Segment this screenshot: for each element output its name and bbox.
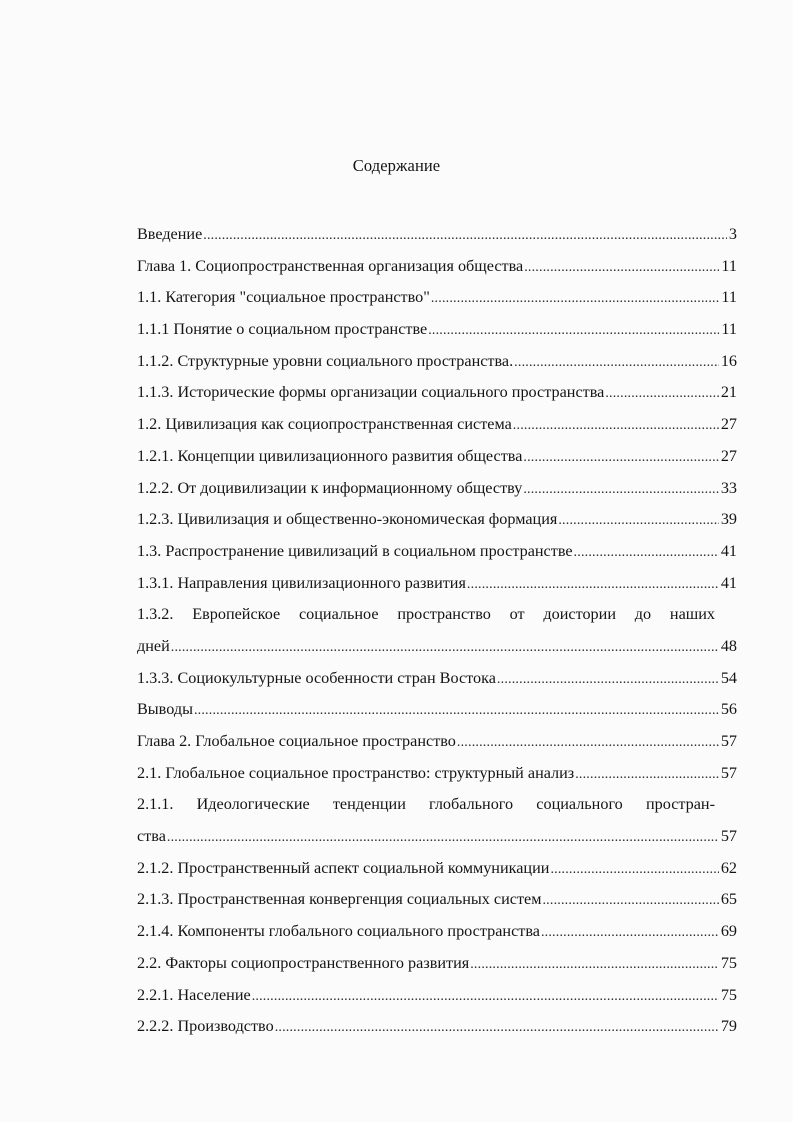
toc-entry xyxy=(137,663,737,695)
toc-entry-label: дней xyxy=(137,636,170,655)
toc-entry-page: 41 xyxy=(720,573,737,592)
toc-entry xyxy=(137,916,737,948)
dot-leader xyxy=(252,981,719,1013)
dot-leader xyxy=(171,632,719,664)
dot-leader xyxy=(541,917,719,949)
toc-entry-label: 1.2.2. От доцивилизации к информационному обществу xyxy=(137,478,523,497)
toc-entry-label: 2.2.1. Население xyxy=(137,985,251,1004)
toc-entry xyxy=(137,980,737,1012)
toc-entry-wrapped-line xyxy=(137,599,737,631)
toc-entry-page: 69 xyxy=(720,922,737,941)
dot-leader xyxy=(558,505,718,537)
toc-entry-page: 57 xyxy=(720,763,737,782)
toc-entry-page: 41 xyxy=(720,541,737,560)
toc-entry-label: 1.1.3. Исторические формы организации социального пространства xyxy=(137,383,605,402)
toc-entry-page: 62 xyxy=(720,858,737,877)
toc-entry-label: 1.3.2. Европейское социальное пространство от доистории до наших xyxy=(137,605,715,624)
toc-entry-label: Введение xyxy=(137,225,203,243)
toc-entry-label: 1.1.1 Понятие о социальном пространстве xyxy=(137,320,428,339)
dot-leader xyxy=(470,949,719,981)
toc-entry xyxy=(137,631,737,663)
toc-entry xyxy=(137,251,737,283)
toc-entry-page: 39 xyxy=(720,510,737,529)
toc-entry-label: 1.3. Распространение цивилизаций в социальном пространстве xyxy=(137,541,573,560)
toc-entry-page: 27 xyxy=(720,415,737,434)
toc-entry-label: 1.3.1. Направления цивилизационного развития xyxy=(137,573,466,592)
toc-entry xyxy=(137,821,737,853)
dot-leader xyxy=(523,474,718,506)
toc-entry-label: 1.2.3. Цивилизация и общественно-экономическая формация xyxy=(137,510,558,529)
toc-entry-label: Глава 2. Глобальное социальное пространство xyxy=(137,732,456,750)
dot-leader xyxy=(431,283,720,315)
dot-leader xyxy=(574,537,719,569)
toc-entry xyxy=(137,504,737,536)
toc-entry-label: 2.2. Факторы социопространственного развития xyxy=(137,953,470,972)
table-of-contents xyxy=(137,219,737,1043)
toc-entry xyxy=(137,1011,737,1043)
dot-leader xyxy=(605,378,718,410)
toc-entry-page: 57 xyxy=(720,827,737,846)
toc-entry xyxy=(137,536,737,568)
toc-entry xyxy=(137,441,737,473)
toc-entry-page: 65 xyxy=(720,890,737,909)
toc-entry-label: ства xyxy=(137,827,166,846)
dot-leader xyxy=(513,410,719,442)
dot-leader xyxy=(524,252,719,284)
toc-entry xyxy=(137,884,737,916)
dot-leader xyxy=(275,1012,719,1044)
toc-entry xyxy=(137,409,737,441)
toc-entry-page: 75 xyxy=(720,985,737,1004)
dot-leader xyxy=(514,347,719,379)
toc-entry-label: Выводы xyxy=(137,700,193,719)
toc-entry xyxy=(137,282,737,314)
toc-entry-page: 75 xyxy=(720,953,737,972)
toc-entry-page: 33 xyxy=(720,478,737,497)
toc-entry xyxy=(137,758,737,790)
toc-entry-wrapped-line xyxy=(137,789,737,821)
toc-entry xyxy=(137,314,737,346)
toc-entry-page: 54 xyxy=(720,668,737,687)
dot-leader xyxy=(575,759,719,791)
toc-entry-label: 1.1.2. Структурные уровни социального пространства. xyxy=(137,351,514,370)
toc-entry-page: 16 xyxy=(720,351,737,370)
toc-entry-page: 27 xyxy=(720,446,737,465)
dot-leader xyxy=(203,220,727,252)
toc-entry-page: 11 xyxy=(721,256,737,275)
toc-entry xyxy=(137,694,737,726)
toc-entry xyxy=(137,568,737,600)
dot-leader xyxy=(550,854,718,886)
dot-leader xyxy=(497,664,719,696)
toc-entry-label: 1.2.1. Концепции цивилизационного развития общества xyxy=(137,446,523,465)
toc-entry-label: 2.1.1. Идеологические тенденции глобального социального простран- xyxy=(137,795,715,814)
toc-entry-page: 3 xyxy=(728,225,737,243)
toc-entry-label: Глава 1. Социопространственная организация общества xyxy=(137,256,524,275)
toc-entry xyxy=(137,853,737,885)
toc-entry-label: 2.2.2. Производство xyxy=(137,1017,274,1036)
dot-leader xyxy=(428,315,719,347)
toc-entry xyxy=(137,726,737,758)
toc-entry xyxy=(137,948,737,980)
toc-entry-label: 1.2. Цивилизация как социопространственная система xyxy=(137,415,512,434)
toc-entry xyxy=(137,219,737,251)
dot-leader xyxy=(194,695,719,727)
toc-entry xyxy=(137,346,737,378)
toc-entry-page: 57 xyxy=(720,732,737,750)
toc-entry-label: 1.3.3. Социокультурные особенности стран Востока xyxy=(137,668,496,687)
toc-entry-label: 1.1. Категория "социальное пространство" xyxy=(137,288,430,307)
toc-entry-label: 2.1.3. Пространственная конвергенция социальных систем xyxy=(137,890,542,909)
dot-leader xyxy=(457,727,719,759)
toc-entry-page: 79 xyxy=(720,1017,737,1036)
dot-leader xyxy=(167,822,719,854)
dot-leader xyxy=(523,442,718,474)
toc-entry-page: 56 xyxy=(720,700,737,719)
dot-leader xyxy=(542,885,718,917)
page-title: Содержание xyxy=(352,156,441,175)
toc-entry-page: 48 xyxy=(720,636,737,655)
toc-entry-page: 11 xyxy=(721,288,737,307)
toc-entry xyxy=(137,473,737,505)
toc-entry-label: 2.1.2. Пространственный аспект социальной коммуникации xyxy=(137,858,550,877)
toc-entry-label: 2.1.4. Компоненты глобального социального пространства xyxy=(137,922,540,941)
toc-entry xyxy=(137,377,737,409)
toc-entry-label: 2.1. Глобальное социальное пространство: структурный анализ xyxy=(137,763,575,782)
toc-entry-page: 21 xyxy=(720,383,737,402)
toc-entry-page: 11 xyxy=(721,320,737,339)
dot-leader xyxy=(467,569,719,601)
